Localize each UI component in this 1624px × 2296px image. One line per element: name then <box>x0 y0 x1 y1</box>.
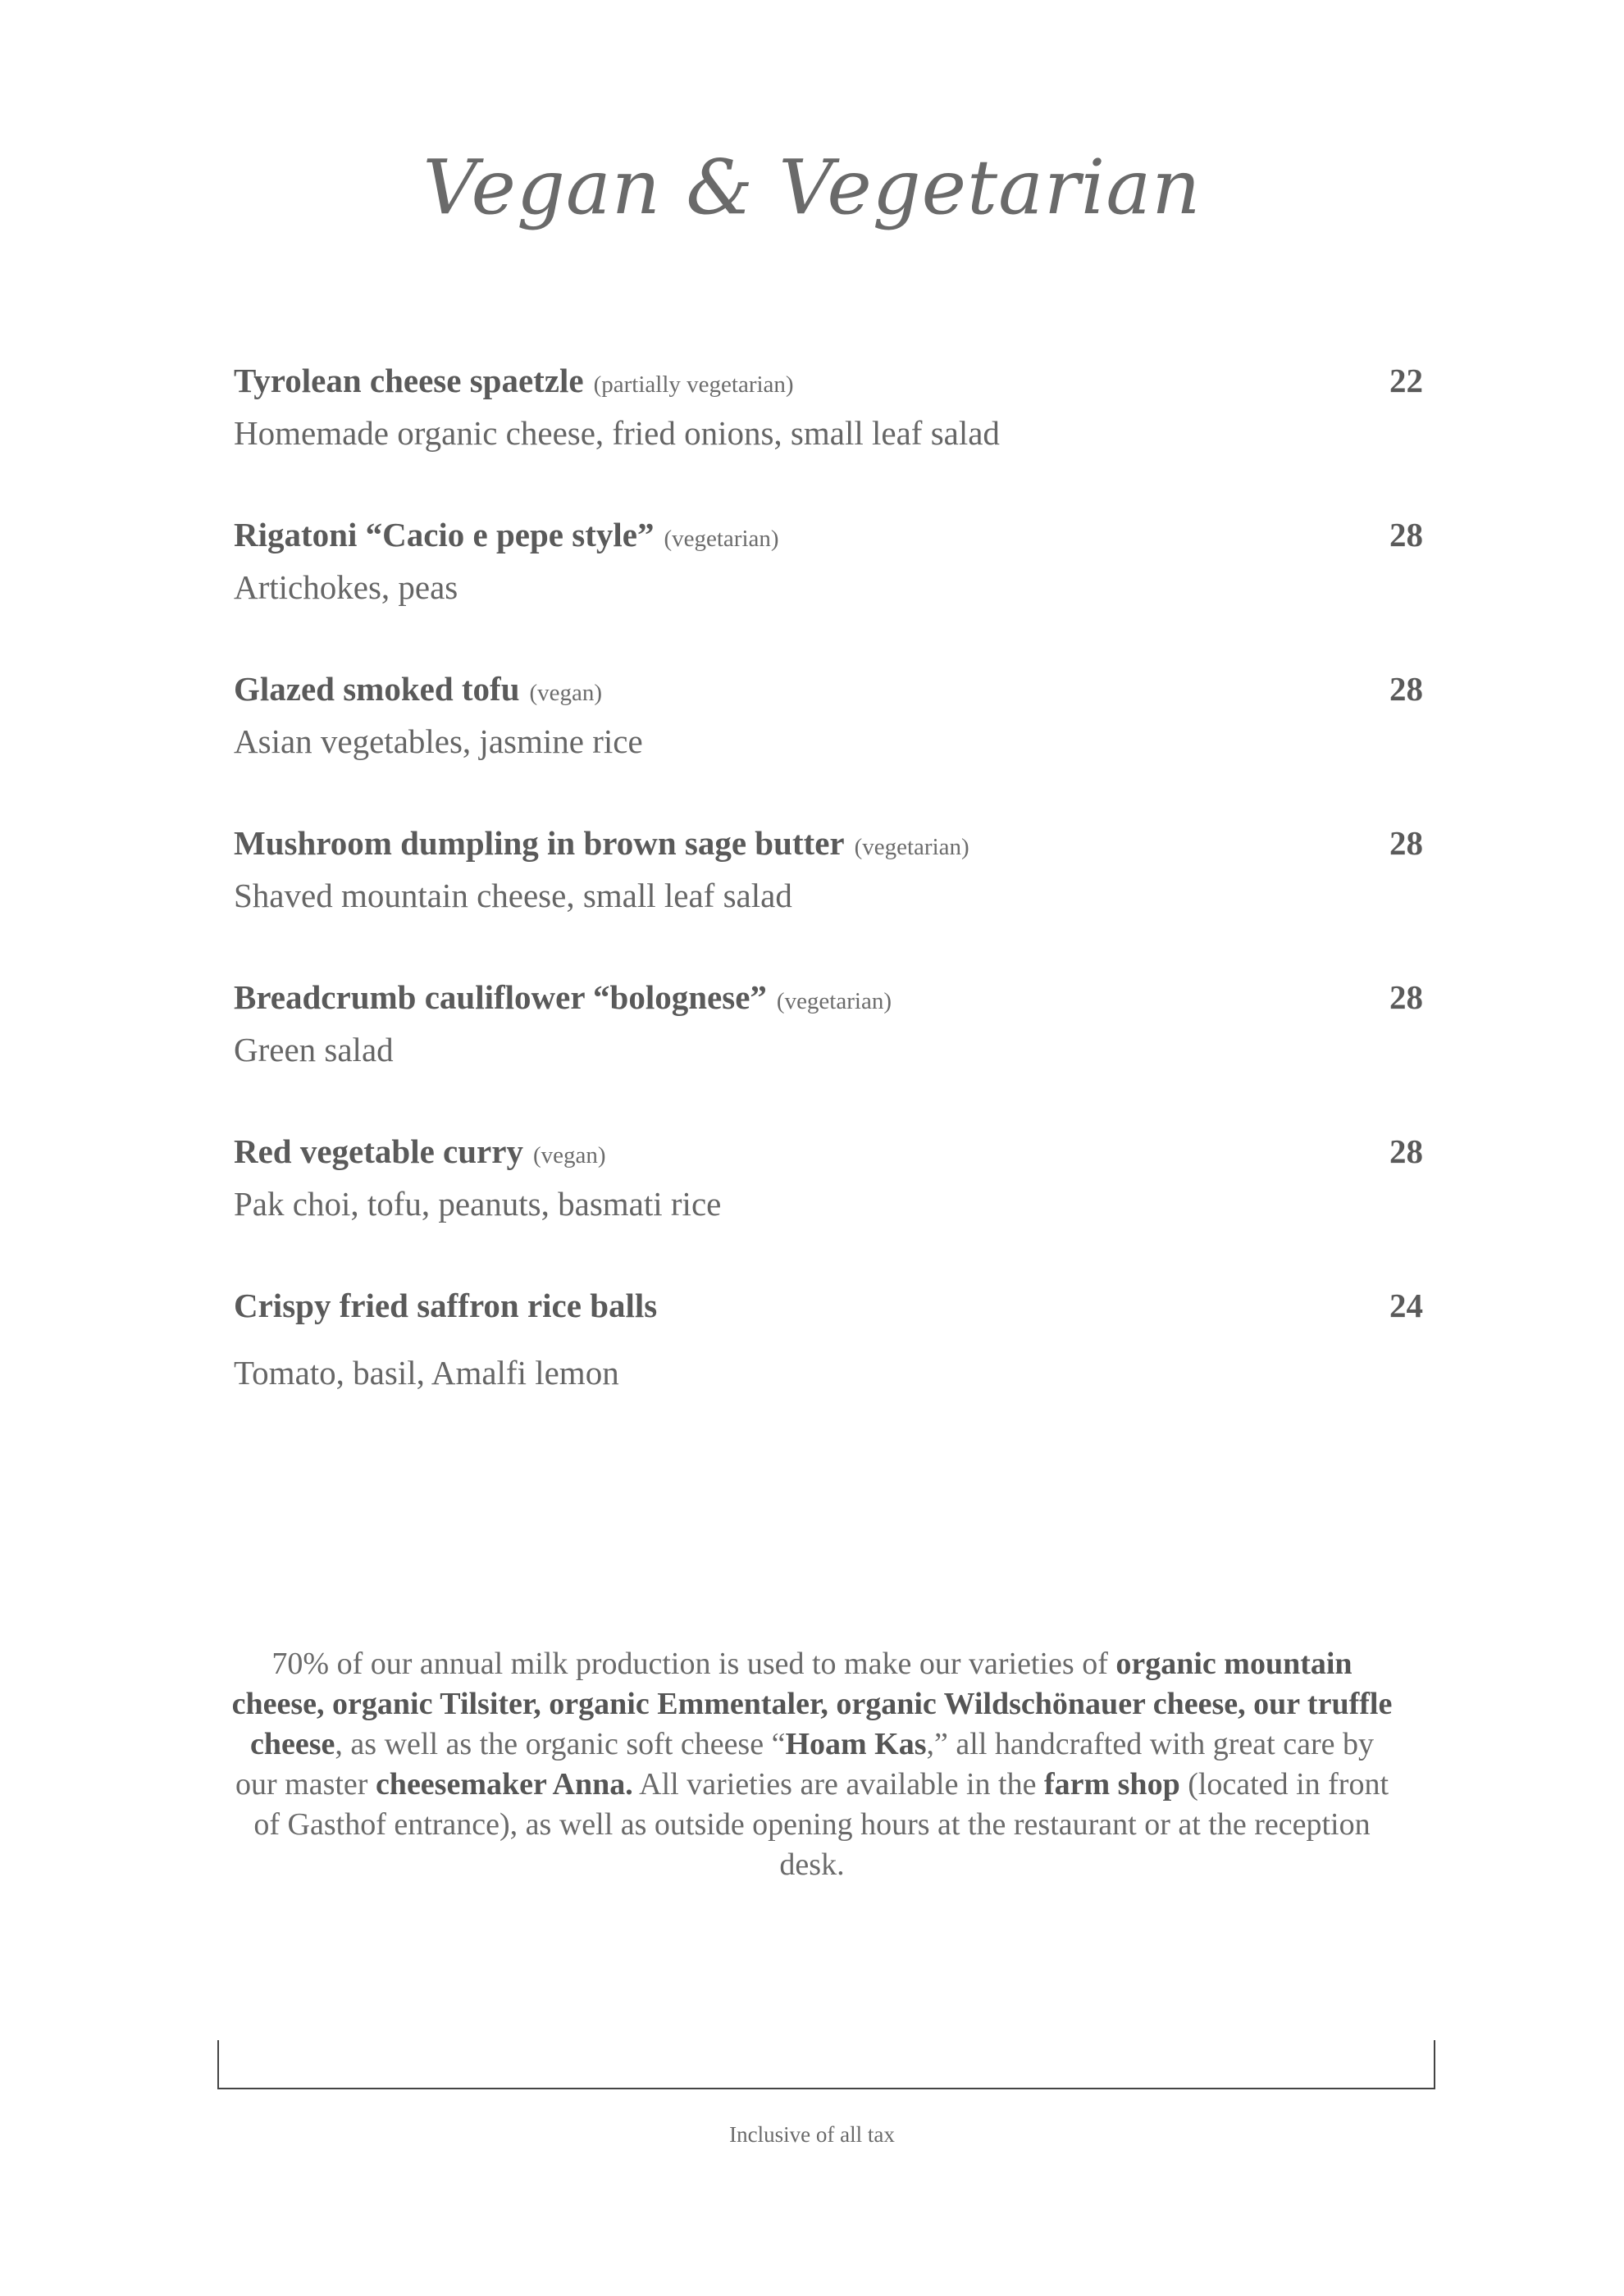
tax-footnote: Inclusive of all tax <box>729 2122 895 2147</box>
item-price: 28 <box>1389 978 1423 1016</box>
item-name: Tyrolean cheese spaetzle <box>234 362 584 399</box>
item-tag: (partially vegetarian) <box>593 371 794 398</box>
item-price: 28 <box>1389 824 1423 862</box>
item-description: Pak choi, tofu, peanuts, basmati rice <box>234 1185 722 1223</box>
item-name: Breadcrumb cauliflower “bolognese” <box>234 978 767 1016</box>
item-description: Shaved mountain cheese, small leaf salad <box>234 877 792 914</box>
menu-item <box>234 515 1423 607</box>
item-description: Asian vegetables, jasmine rice <box>234 722 643 760</box>
item-tag: (vegetarian) <box>854 834 969 860</box>
item-name: Rigatoni “Cacio e pepe style” <box>234 516 655 554</box>
menu-item <box>234 823 1423 915</box>
item-name: Glazed smoked tofu <box>234 670 520 708</box>
item-price: 22 <box>1389 362 1423 399</box>
item-tag: (vegetarian) <box>664 526 779 552</box>
item-description: Homemade organic cheese, fried onions, small leaf salad <box>234 414 1000 452</box>
item-name: Crispy fried saffron rice balls <box>234 1287 658 1324</box>
item-price: 28 <box>1389 516 1423 554</box>
item-tag: (vegetarian) <box>776 988 892 1014</box>
menu-item <box>234 1286 1423 1392</box>
menu-item <box>234 669 1423 761</box>
item-price: 28 <box>1389 1132 1423 1170</box>
menu-item <box>234 977 1423 1069</box>
item-name: Mushroom dumpling in brown sage butter <box>234 824 845 862</box>
item-description: Green salad <box>234 1031 394 1068</box>
item-price: 24 <box>1389 1287 1423 1324</box>
cheese-note: 70% of our annual milk production is used to make our varieties of organic mountain cheese, organic Tilsiter, organic Emmentaler, organic Wildschönauer cheese, our truffle cheese, as well as the organic soft cheese “Hoam Kas,” all handcrafted with great care by our master cheesemaker Anna. All varieties are available in the farm shop (located in front of Gasthof entrance), as well as outside opening hours at the restaurant or at the reception desk. <box>231 1647 1393 1882</box>
menu-item <box>234 1132 1423 1223</box>
page-title: Vegan & Vegetarian <box>422 144 1202 231</box>
item-description: Tomato, basil, Amalfi lemon <box>234 1354 619 1392</box>
item-tag: (vegan) <box>529 680 603 706</box>
item-tag: (vegan) <box>532 1142 606 1168</box>
bottom-divider <box>217 2040 1435 2089</box>
item-name: Red vegetable curry <box>234 1132 523 1170</box>
item-price: 28 <box>1389 670 1423 708</box>
menu-item <box>234 361 1423 453</box>
item-description: Artichokes, peas <box>234 568 458 606</box>
